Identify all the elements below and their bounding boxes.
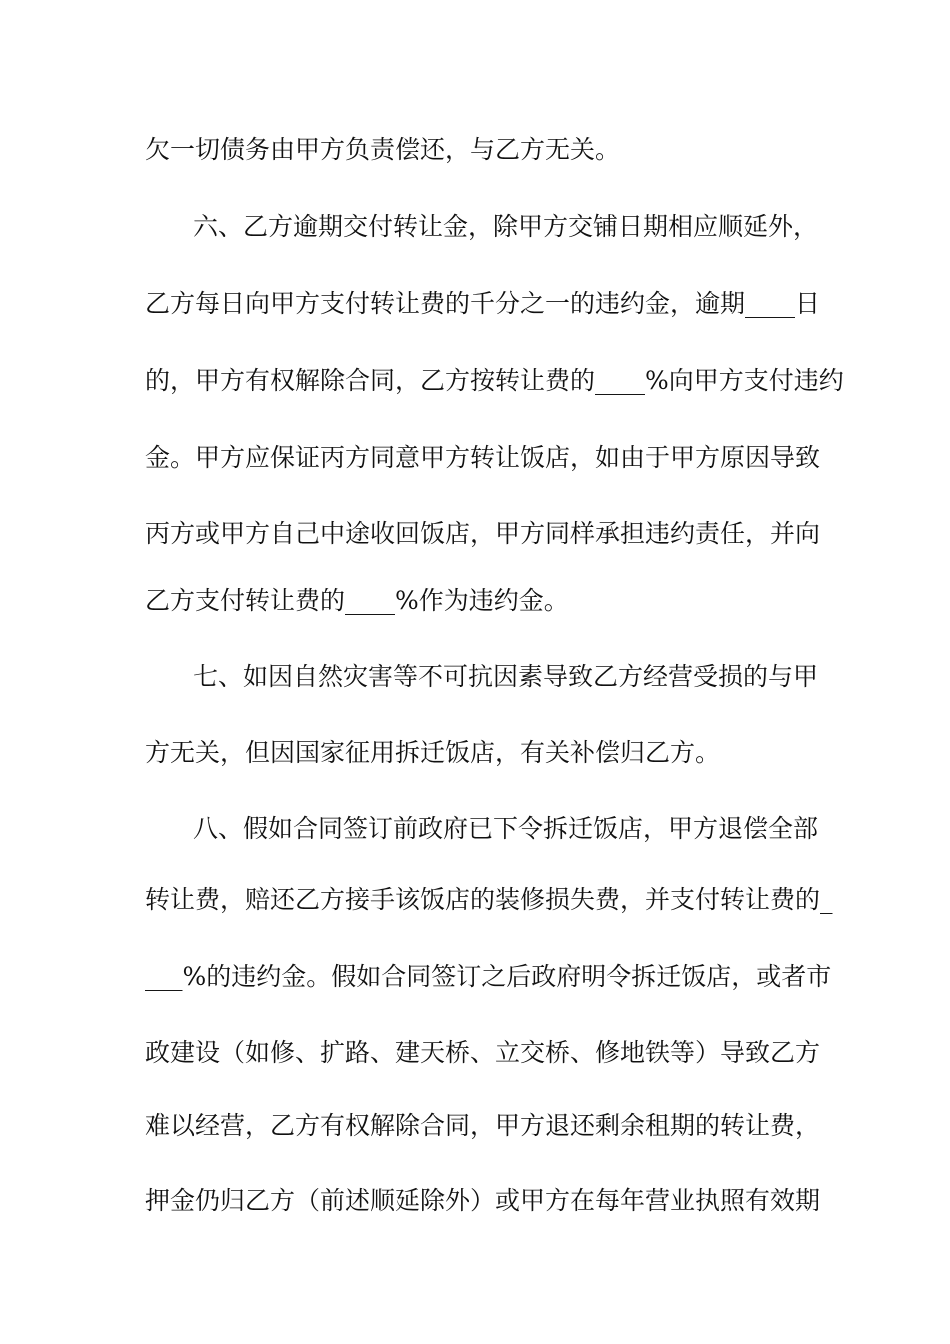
text-line-12: ___%的违约金。假如合同签订之后政府明令拆迁饭店，或者市 <box>145 962 832 991</box>
text-line-11: 转让费，赔还乙方接手该饭店的装修损失费，并支付转让费的_ <box>145 885 833 914</box>
text-line-3: 乙方每日向甲方支付转让费的千分之一的违约金，逾期____日 <box>145 289 821 318</box>
text-line-1: 欠一切债务由甲方负责偿还，与乙方无关。 <box>145 135 621 164</box>
text-line-15: 押金仍归乙方（前述顺延除外）或甲方在每年营业执照有效期 <box>145 1186 821 1215</box>
text-line-13: 政建设（如修、扩路、建天桥、立交桥、修地铁等）导致乙方 <box>145 1038 821 1067</box>
text-line-8: 七、如因自然灾害等不可抗因素导致乙方经营受损的与甲 <box>193 662 819 691</box>
text-line-10: 八、假如合同签订前政府已下令拆迁饭店，甲方退偿全部 <box>193 814 819 843</box>
text-line-2: 六、乙方逾期交付转让金，除甲方交铺日期相应顺延外， <box>193 212 819 241</box>
text-line-9: 方无关，但因国家征用拆迁饭店，有关补偿归乙方。 <box>145 738 721 767</box>
text-line-6: 丙方或甲方自己中途收回饭店，甲方同样承担违约责任，并向 <box>145 519 821 548</box>
text-line-7: 乙方支付转让费的____%作为违约金。 <box>145 586 569 615</box>
text-line-5: 金。甲方应保证丙方同意甲方转让饭店，如由于甲方原因导致 <box>145 443 821 472</box>
text-line-4: 的，甲方有权解除合同，乙方按转让费的____%向甲方支付违约 <box>145 366 844 395</box>
text-line-14: 难以经营，乙方有权解除合同，甲方退还剩余租期的转让费， <box>145 1111 821 1140</box>
